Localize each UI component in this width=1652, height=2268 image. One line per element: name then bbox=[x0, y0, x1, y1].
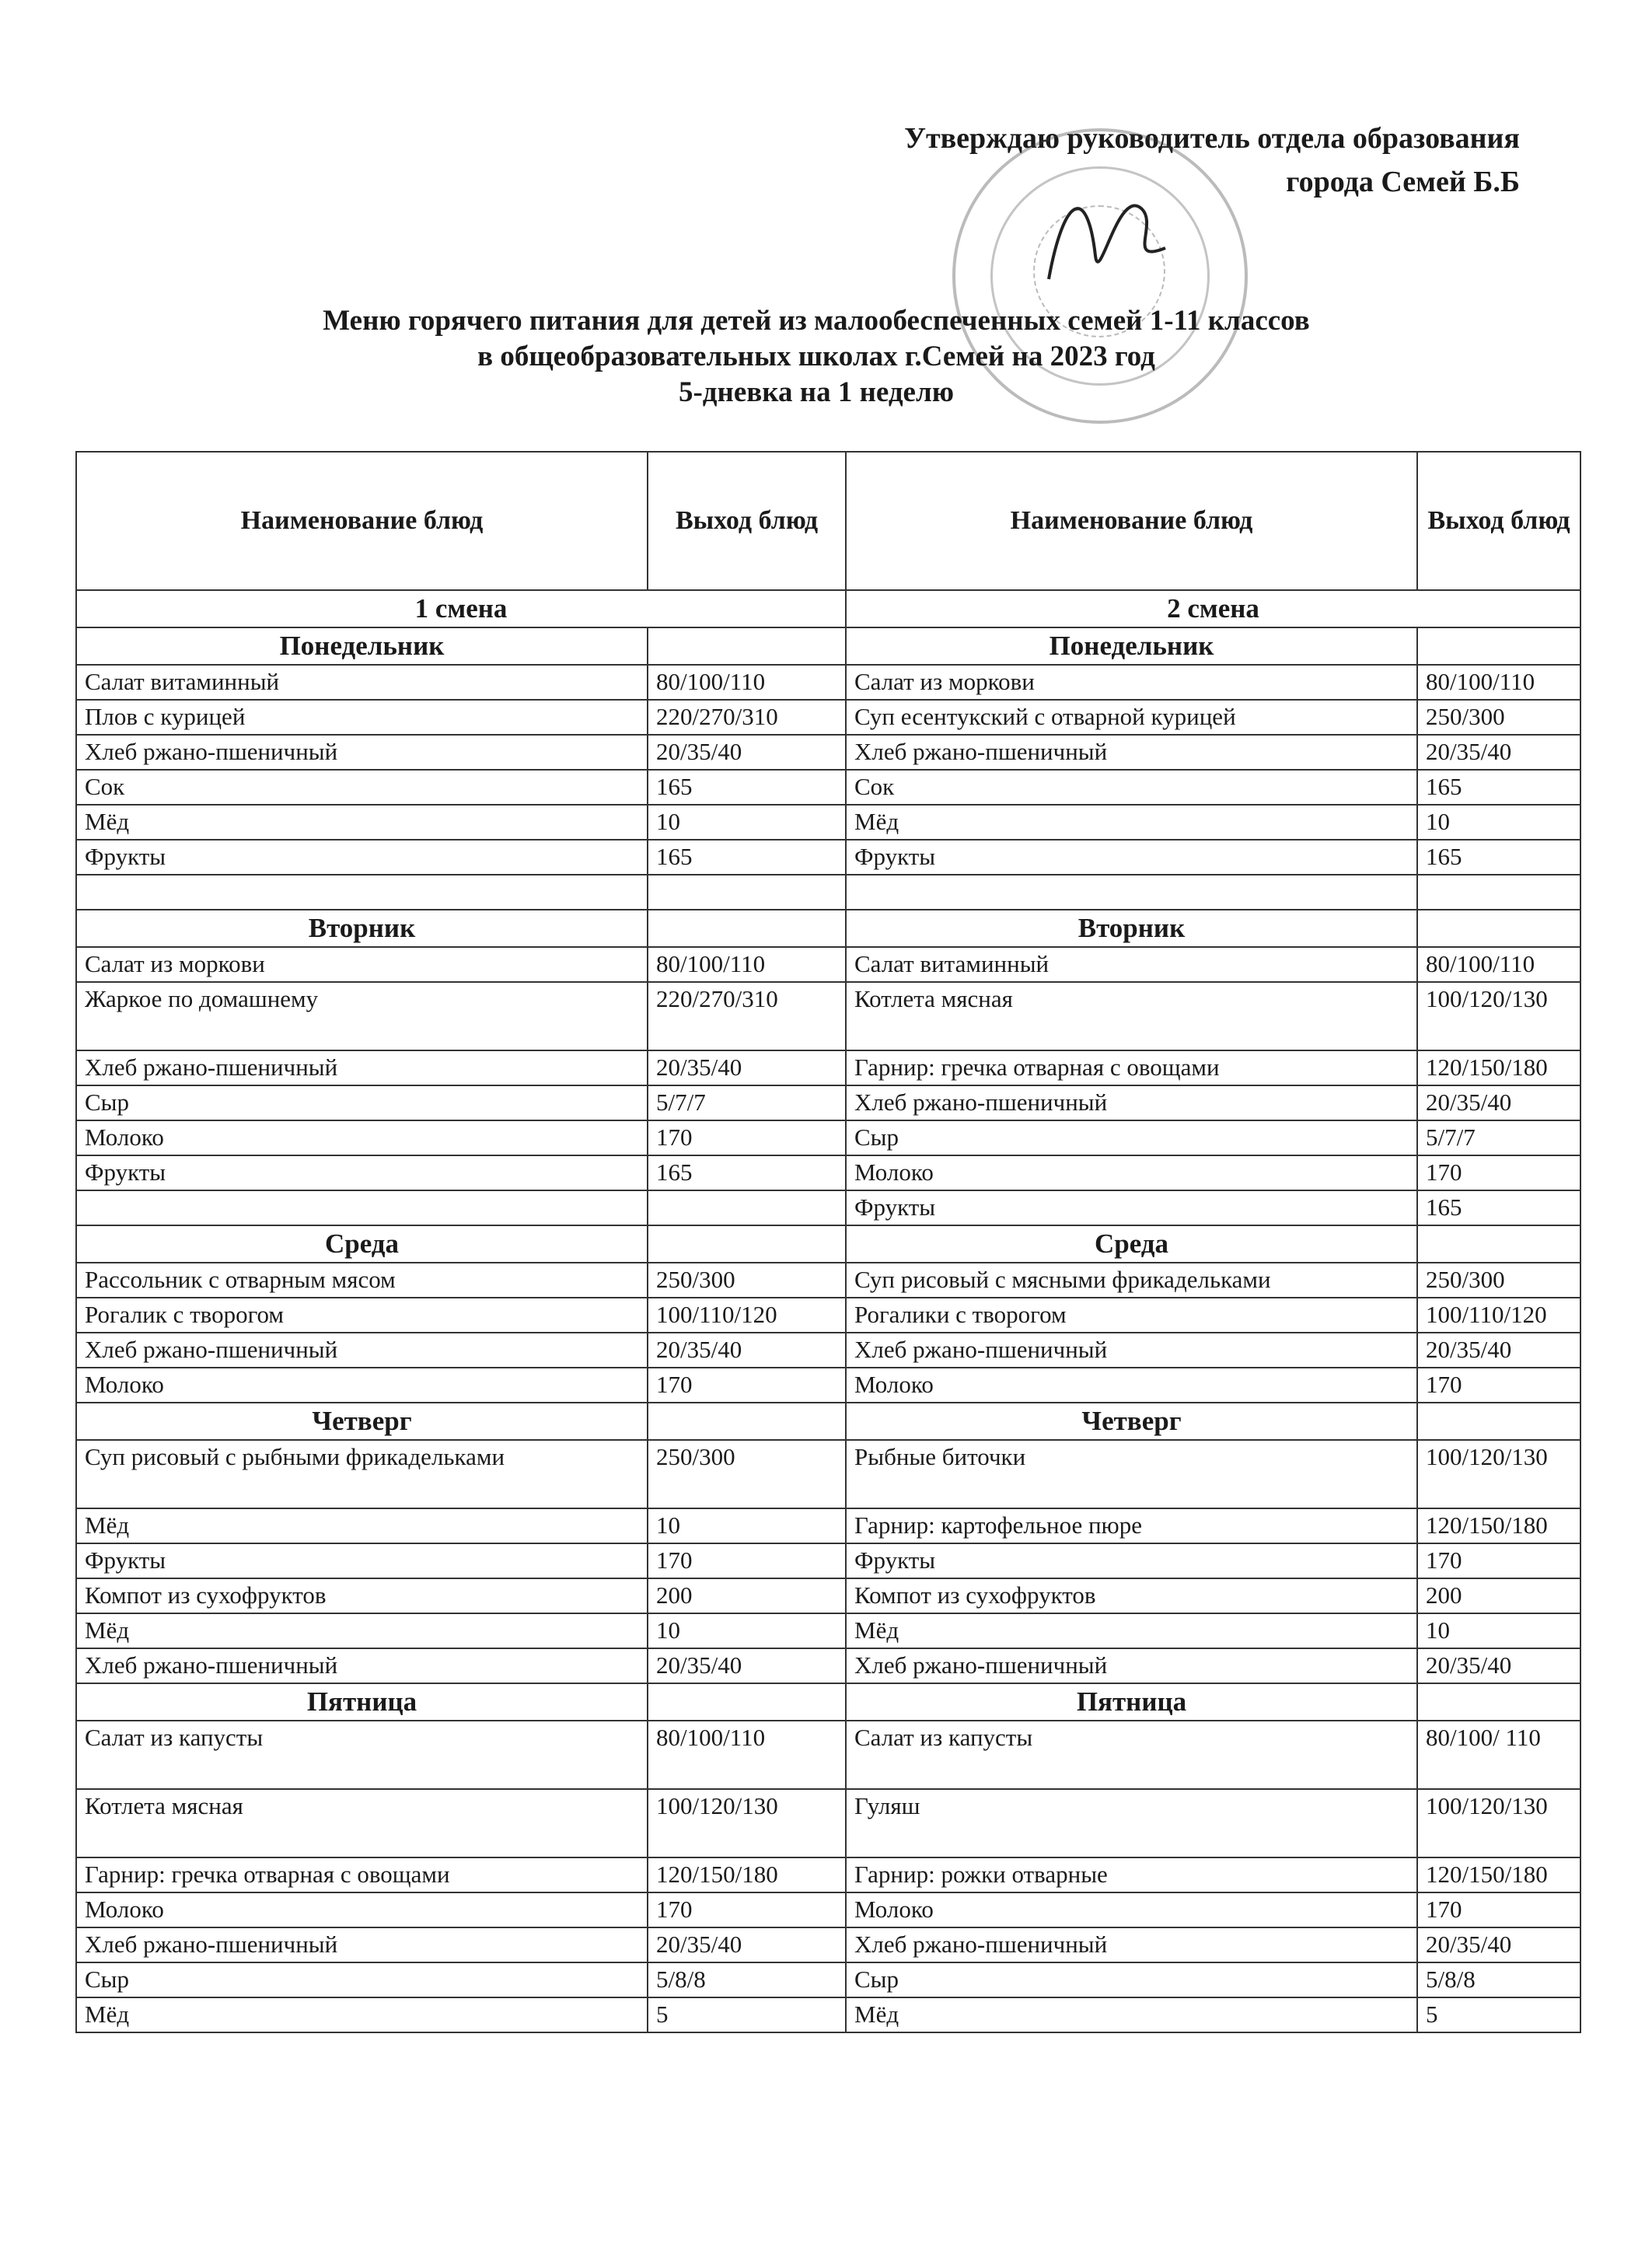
dish-output-left bbox=[648, 875, 846, 910]
day-name-left: Понедельник bbox=[76, 627, 648, 665]
header-output-right: Выход блюд bbox=[1417, 452, 1580, 590]
dish-name-right: Салат витаминный bbox=[846, 947, 1417, 982]
table-row bbox=[76, 875, 1580, 910]
dish-name-left: Гарнир: гречка отварная с овощами bbox=[76, 1857, 648, 1892]
table-row bbox=[76, 770, 1580, 805]
day-name-right: Вторник bbox=[846, 910, 1417, 947]
dish-output-left: 100/120/130 bbox=[648, 1789, 846, 1857]
table-row bbox=[76, 1927, 1580, 1962]
dish-output-right: 5 bbox=[1417, 1997, 1580, 2032]
dish-output-left: 120/150/180 bbox=[648, 1857, 846, 1892]
dish-name-left: Рассольник с отварным мясом bbox=[76, 1263, 648, 1298]
dish-name-left bbox=[76, 875, 648, 910]
dish-name-right: Молоко bbox=[846, 1155, 1417, 1190]
day-header-row bbox=[76, 627, 1580, 665]
dish-name-left: Компот из сухофруктов bbox=[76, 1578, 648, 1613]
dish-output-right: 20/35/40 bbox=[1417, 1333, 1580, 1368]
dish-name-left: Фрукты bbox=[76, 840, 648, 875]
table-row bbox=[76, 947, 1580, 982]
dish-name-left: Хлеб ржано-пшеничный bbox=[76, 1333, 648, 1368]
table-row bbox=[76, 1892, 1580, 1927]
header-output-left: Выход блюд bbox=[648, 452, 846, 590]
dish-name-right: Фрукты bbox=[846, 1190, 1417, 1225]
dish-name-left: Хлеб ржано-пшеничный bbox=[76, 735, 648, 770]
dish-name-right: Котлета мясная bbox=[846, 982, 1417, 1050]
dish-output-left: 80/100/110 bbox=[648, 1721, 846, 1789]
day-name-right: Среда bbox=[846, 1225, 1417, 1263]
approval-line-1: Утверждаю руководитель отдела образования bbox=[904, 122, 1520, 155]
table-row bbox=[76, 1789, 1580, 1857]
menu-table bbox=[75, 451, 1581, 2033]
dish-name-right: Суп есентукский с отварной курицей bbox=[846, 700, 1417, 735]
dish-name-left: Мёд bbox=[76, 1997, 648, 2032]
table-row bbox=[76, 1962, 1580, 1997]
dish-name-right: Мёд bbox=[846, 805, 1417, 840]
dish-name-left: Салат из капусты bbox=[76, 1721, 648, 1789]
dish-output-left: 80/100/110 bbox=[648, 947, 846, 982]
table-row bbox=[76, 1578, 1580, 1613]
dish-output-right: 165 bbox=[1417, 770, 1580, 805]
day-empty-cell bbox=[1417, 1683, 1580, 1721]
dish-output-left: 20/35/40 bbox=[648, 1927, 846, 1962]
dish-name-right: Хлеб ржано-пшеничный bbox=[846, 1648, 1417, 1683]
day-name-right: Понедельник bbox=[846, 627, 1417, 665]
dish-name-right: Хлеб ржано-пшеничный bbox=[846, 1333, 1417, 1368]
dish-name-right: Сок bbox=[846, 770, 1417, 805]
table-row bbox=[76, 1857, 1580, 1892]
dish-output-right: 80/100/110 bbox=[1417, 947, 1580, 982]
menu-body bbox=[76, 590, 1580, 2032]
header-dish-name-left: Наименование блюд bbox=[76, 452, 648, 590]
table-row bbox=[76, 700, 1580, 735]
signature-icon bbox=[1033, 162, 1189, 318]
dish-output-left: 100/110/120 bbox=[648, 1298, 846, 1333]
header-row bbox=[76, 452, 1580, 590]
dish-output-right: 20/35/40 bbox=[1417, 1648, 1580, 1683]
table-row bbox=[76, 1440, 1580, 1508]
dish-name-right: Мёд bbox=[846, 1613, 1417, 1648]
table-row bbox=[76, 1190, 1580, 1225]
table-row bbox=[76, 735, 1580, 770]
day-empty-cell bbox=[648, 1403, 846, 1440]
dish-output-left: 250/300 bbox=[648, 1440, 846, 1508]
dish-output-right: 165 bbox=[1417, 1190, 1580, 1225]
dish-output-left: 10 bbox=[648, 805, 846, 840]
title-line-3: 5-дневка на 1 неделю bbox=[678, 376, 954, 408]
dish-output-left: 220/270/310 bbox=[648, 982, 846, 1050]
dish-output-right: 80/100/110 bbox=[1417, 665, 1580, 700]
dish-name-right: Салат из моркови bbox=[846, 665, 1417, 700]
dish-name-left: Хлеб ржано-пшеничный bbox=[76, 1927, 648, 1962]
dish-output-right: 10 bbox=[1417, 805, 1580, 840]
dish-output-left: 20/35/40 bbox=[648, 1648, 846, 1683]
dish-name-left: Хлеб ржано-пшеничный bbox=[76, 1050, 648, 1085]
dish-name-right: Мёд bbox=[846, 1997, 1417, 2032]
dish-output-left: 5/8/8 bbox=[648, 1962, 846, 1997]
dish-name-right: Гарнир: гречка отварная с овощами bbox=[846, 1050, 1417, 1085]
table-row bbox=[76, 1368, 1580, 1403]
dish-name-left: Молоко bbox=[76, 1368, 648, 1403]
day-empty-cell bbox=[648, 1225, 846, 1263]
table-row bbox=[76, 1997, 1580, 2032]
dish-name-right: Гуляш bbox=[846, 1789, 1417, 1857]
dish-name-left: Фрукты bbox=[76, 1543, 648, 1578]
dish-output-right: 250/300 bbox=[1417, 1263, 1580, 1298]
dish-output-right: 5/7/7 bbox=[1417, 1120, 1580, 1155]
dish-output-right: 20/35/40 bbox=[1417, 1085, 1580, 1120]
dish-name-left: Жаркое по домашнему bbox=[76, 982, 648, 1050]
dish-name-right: Компот из сухофруктов bbox=[846, 1578, 1417, 1613]
dish-name-right: Сыр bbox=[846, 1120, 1417, 1155]
day-empty-cell bbox=[648, 627, 846, 665]
day-name-left: Вторник bbox=[76, 910, 648, 947]
dish-output-left: 10 bbox=[648, 1613, 846, 1648]
dish-name-left: Сок bbox=[76, 770, 648, 805]
dish-output-left: 5/7/7 bbox=[648, 1085, 846, 1120]
dish-name-left: Хлеб ржано-пшеничный bbox=[76, 1648, 648, 1683]
table-row bbox=[76, 1333, 1580, 1368]
dish-output-right: 5/8/8 bbox=[1417, 1962, 1580, 1997]
dish-output-left: 10 bbox=[648, 1508, 846, 1543]
dish-output-right: 170 bbox=[1417, 1543, 1580, 1578]
dish-output-right: 120/150/180 bbox=[1417, 1857, 1580, 1892]
dish-output-right: 120/150/180 bbox=[1417, 1050, 1580, 1085]
table-row bbox=[76, 1298, 1580, 1333]
dish-name-right: Фрукты bbox=[846, 1543, 1417, 1578]
approval-line-2: города Семей Б.Б bbox=[1286, 166, 1520, 198]
table-row bbox=[76, 1721, 1580, 1789]
dish-output-left: 250/300 bbox=[648, 1263, 846, 1298]
shift-1-label: 1 смена bbox=[76, 590, 846, 627]
day-empty-cell bbox=[648, 1683, 846, 1721]
day-header-row bbox=[76, 1403, 1580, 1440]
dish-name-right: Хлеб ржано-пшеничный bbox=[846, 735, 1417, 770]
dish-output-left: 80/100/110 bbox=[648, 665, 846, 700]
day-empty-cell bbox=[1417, 1403, 1580, 1440]
table-row bbox=[76, 1050, 1580, 1085]
dish-output-left: 220/270/310 bbox=[648, 700, 846, 735]
day-empty-cell bbox=[1417, 627, 1580, 665]
dish-output-right: 100/110/120 bbox=[1417, 1298, 1580, 1333]
dish-name-left: Плов с курицей bbox=[76, 700, 648, 735]
dish-output-right: 100/120/130 bbox=[1417, 1440, 1580, 1508]
dish-output-left: 5 bbox=[648, 1997, 846, 2032]
dish-name-right: Молоко bbox=[846, 1892, 1417, 1927]
dish-name-right: Хлеб ржано-пшеничный bbox=[846, 1085, 1417, 1120]
dish-output-left: 170 bbox=[648, 1543, 846, 1578]
table-row bbox=[76, 1120, 1580, 1155]
dish-output-left: 20/35/40 bbox=[648, 1333, 846, 1368]
dish-output-right: 100/120/130 bbox=[1417, 1789, 1580, 1857]
table-row bbox=[76, 1648, 1580, 1683]
dish-name-left: Суп рисовый с рыбными фрикадельками bbox=[76, 1440, 648, 1508]
dish-output-right: 20/35/40 bbox=[1417, 735, 1580, 770]
dish-name-left: Молоко bbox=[76, 1120, 648, 1155]
day-name-right: Пятница bbox=[846, 1683, 1417, 1721]
table-row bbox=[76, 840, 1580, 875]
dish-output-left: 20/35/40 bbox=[648, 1050, 846, 1085]
dish-name-left bbox=[76, 1190, 648, 1225]
dish-output-right: 170 bbox=[1417, 1155, 1580, 1190]
dish-name-left: Сыр bbox=[76, 1085, 648, 1120]
table-row bbox=[76, 982, 1580, 1050]
dish-output-right: 100/120/130 bbox=[1417, 982, 1580, 1050]
dish-output-left: 170 bbox=[648, 1892, 846, 1927]
header-dish-name-right: Наименование блюд bbox=[846, 452, 1417, 590]
table-row bbox=[76, 1613, 1580, 1648]
dish-name-left: Молоко bbox=[76, 1892, 648, 1927]
shift-row bbox=[76, 590, 1580, 627]
table-row bbox=[76, 1508, 1580, 1543]
dish-name-right: Салат из капусты bbox=[846, 1721, 1417, 1789]
dish-output-left: 165 bbox=[648, 840, 846, 875]
day-name-left: Среда bbox=[76, 1225, 648, 1263]
day-empty-cell bbox=[648, 910, 846, 947]
dish-name-left: Рогалик с творогом bbox=[76, 1298, 648, 1333]
dish-output-right bbox=[1417, 875, 1580, 910]
dish-output-right: 10 bbox=[1417, 1613, 1580, 1648]
dish-name-right: Фрукты bbox=[846, 840, 1417, 875]
dish-output-left: 165 bbox=[648, 1155, 846, 1190]
day-empty-cell bbox=[1417, 1225, 1580, 1263]
dish-output-right: 80/100/ 110 bbox=[1417, 1721, 1580, 1789]
table-row bbox=[76, 805, 1580, 840]
day-header-row bbox=[76, 1683, 1580, 1721]
dish-output-left bbox=[648, 1190, 846, 1225]
dish-name-left: Салат витаминный bbox=[76, 665, 648, 700]
dish-name-right: Сыр bbox=[846, 1962, 1417, 1997]
dish-output-left: 165 bbox=[648, 770, 846, 805]
day-empty-cell bbox=[1417, 910, 1580, 947]
day-header-row bbox=[76, 1225, 1580, 1263]
table-row bbox=[76, 1263, 1580, 1298]
dish-output-right: 20/35/40 bbox=[1417, 1927, 1580, 1962]
day-header-row bbox=[76, 910, 1580, 947]
day-name-left: Четверг bbox=[76, 1403, 648, 1440]
dish-name-right: Молоко bbox=[846, 1368, 1417, 1403]
dish-output-left: 170 bbox=[648, 1368, 846, 1403]
dish-output-right: 165 bbox=[1417, 840, 1580, 875]
dish-name-right: Рогалики с творогом bbox=[846, 1298, 1417, 1333]
table-row bbox=[76, 665, 1580, 700]
dish-output-left: 170 bbox=[648, 1120, 846, 1155]
dish-name-right: Гарнир: рожки отварные bbox=[846, 1857, 1417, 1892]
title-line-1: Меню горячего питания для детей из малообеспеченных семей 1-11 классов bbox=[323, 305, 1310, 337]
shift-2-label: 2 смена bbox=[846, 590, 1580, 627]
dish-name-left: Котлета мясная bbox=[76, 1789, 648, 1857]
dish-name-left: Салат из моркови bbox=[76, 947, 648, 982]
dish-name-left: Фрукты bbox=[76, 1155, 648, 1190]
day-name-left: Пятница bbox=[76, 1683, 648, 1721]
dish-name-left: Мёд bbox=[76, 805, 648, 840]
dish-name-right bbox=[846, 875, 1417, 910]
dish-name-right: Рыбные биточки bbox=[846, 1440, 1417, 1508]
dish-output-left: 200 bbox=[648, 1578, 846, 1613]
dish-output-left: 20/35/40 bbox=[648, 735, 846, 770]
dish-output-right: 170 bbox=[1417, 1892, 1580, 1927]
table-row bbox=[76, 1085, 1580, 1120]
dish-name-right: Суп рисовый с мясными фрикадельками bbox=[846, 1263, 1417, 1298]
table-row bbox=[76, 1155, 1580, 1190]
dish-name-left: Мёд bbox=[76, 1508, 648, 1543]
dish-name-right: Хлеб ржано-пшеничный bbox=[846, 1927, 1417, 1962]
dish-name-left: Сыр bbox=[76, 1962, 648, 1997]
title-line-2: в общеобразовательных школах г.Семей на 2023 год bbox=[477, 341, 1155, 372]
document-title bbox=[179, 303, 1454, 411]
dish-output-right: 170 bbox=[1417, 1368, 1580, 1403]
dish-name-right: Гарнир: картофельное пюре bbox=[846, 1508, 1417, 1543]
dish-output-right: 200 bbox=[1417, 1578, 1580, 1613]
dish-output-right: 120/150/180 bbox=[1417, 1508, 1580, 1543]
table-row bbox=[76, 1543, 1580, 1578]
dish-name-left: Мёд bbox=[76, 1613, 648, 1648]
dish-output-right: 250/300 bbox=[1417, 700, 1580, 735]
day-name-right: Четверг bbox=[846, 1403, 1417, 1440]
